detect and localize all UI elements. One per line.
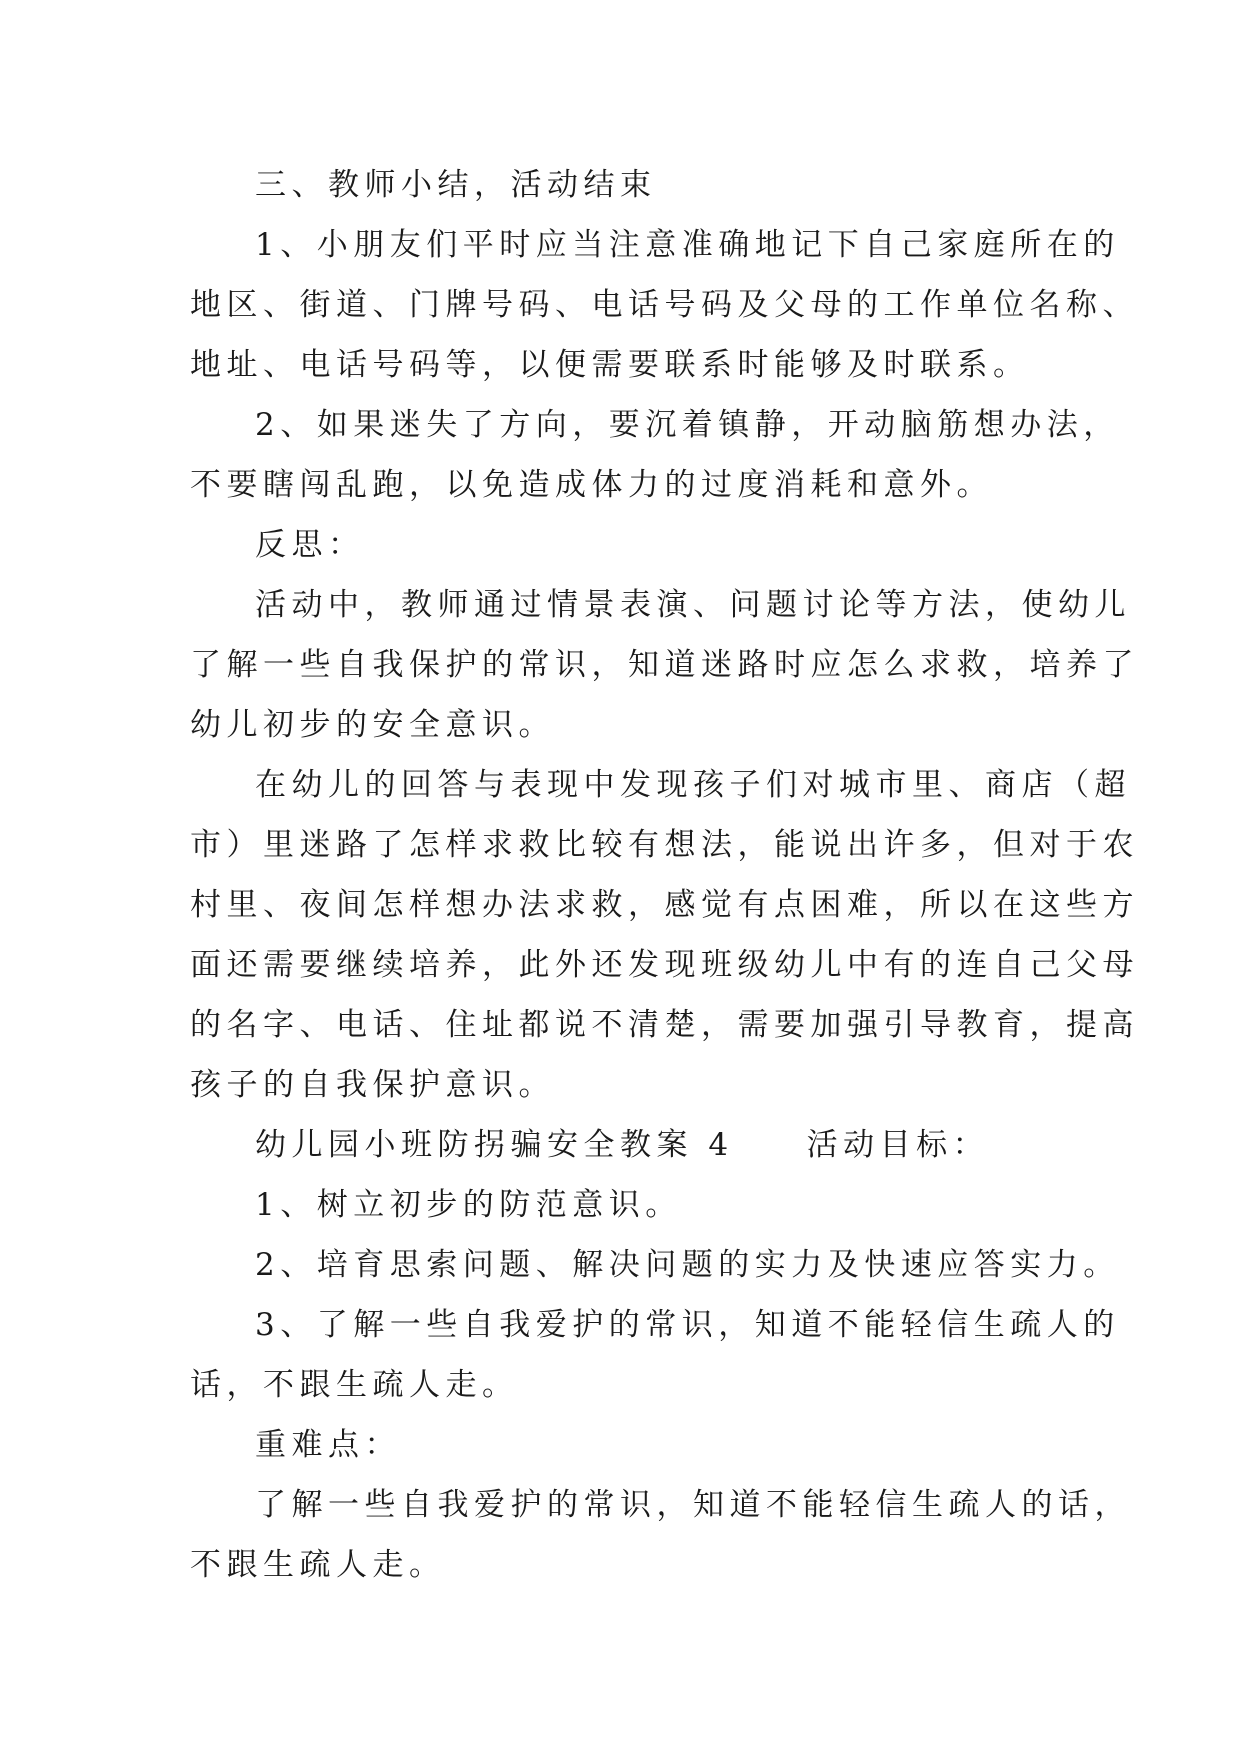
paragraph-line: 的名字、电话、住址都说不清楚，需要加强引导教育，提高 — [190, 1007, 1139, 1043]
paragraph-line: 2、如果迷失了方向，要沉着镇静，开动脑筋想办法， — [255, 407, 1120, 443]
paragraph-line: 幼儿初步的安全意识。 — [190, 707, 555, 743]
paragraph-line: 了解一些自我爱护的常识，知道不能轻信生疏人的话， — [255, 1487, 1131, 1523]
paragraph-line: 面还需要继续培养，此外还发现班级幼儿中有的连自己父母 — [190, 947, 1139, 983]
paragraph-line: 不要瞎闯乱跑，以免造成体力的过度消耗和意外。 — [190, 467, 993, 503]
paragraph-line: 地区、街道、门牌号码、电话号码及父母的工作单位名称、 — [190, 287, 1139, 323]
paragraph-line: 活动中，教师通过情景表演、问题讨论等方法，使幼儿 — [255, 587, 1131, 623]
paragraph-line: 市）里迷路了怎样求救比较有想法，能说出许多，但对于农 — [190, 827, 1139, 863]
paragraph-line: 不跟生疏人走。 — [190, 1547, 446, 1583]
paragraph-line: 2、培育思索问题、解决问题的实力及快速应答实力。 — [255, 1247, 1120, 1283]
paragraph-line: 1、树立初步的防范意识。 — [255, 1187, 682, 1223]
paragraph-line: 村里、夜间怎样想办法求救，感觉有点困难，所以在这些方 — [190, 887, 1139, 923]
paragraph-line: 孩子的自我保护意识。 — [190, 1067, 555, 1103]
section-heading-teacher-summary: 三、教师小结，活动结束 — [255, 167, 657, 203]
paragraph-line: 3、了解一些自我爱护的常识，知道不能轻信生疏人的 — [255, 1307, 1120, 1343]
paragraph-line: 1、小朋友们平时应当注意准确地记下自己家庭所在的 — [255, 227, 1120, 263]
paragraph-line: 在幼儿的回答与表现中发现孩子们对城市里、商店（超 — [255, 767, 1131, 803]
paragraph-line: 地址、电话号码等，以便需要联系时能够及时联系。 — [190, 347, 1030, 383]
section-heading-key-points: 重难点： — [255, 1427, 401, 1463]
section-heading-lesson-plan-4: 幼儿园小班防拐骗安全教案 4 活动目标： — [255, 1127, 990, 1163]
paragraph-line: 了解一些自我保护的常识，知道迷路时应怎么求救，培养了 — [190, 647, 1139, 683]
section-heading-reflection: 反思： — [255, 527, 365, 563]
paragraph-line: 话，不跟生疏人走。 — [190, 1367, 519, 1403]
